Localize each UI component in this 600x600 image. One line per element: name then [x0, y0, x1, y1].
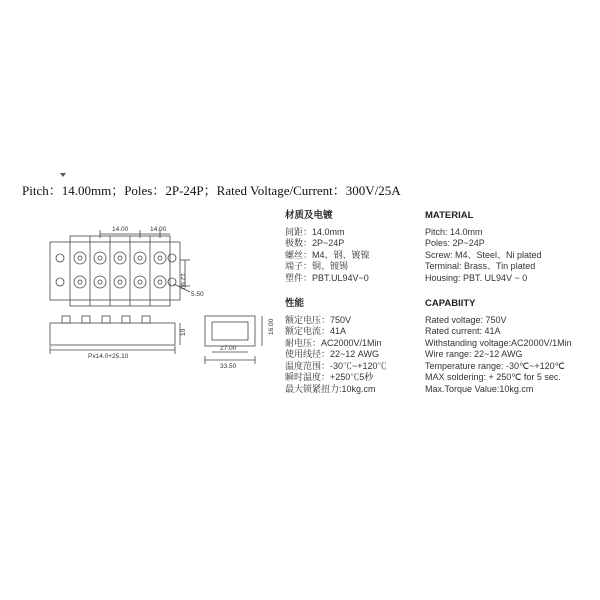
- dim-end-inner: 27.00: [220, 345, 237, 352]
- top-view: [50, 230, 190, 306]
- cn-performance-line: 耐电压：AC2000V/1Min: [285, 337, 382, 348]
- cn-material-line: 极数：2P~24P: [285, 238, 345, 248]
- en-capability-line: Withstanding voltage:AC2000V/1Min: [425, 337, 572, 348]
- product-caption: Pitch：14.00mm；Poles：2P-24P；Rated Voltage/Current：300V/25A: [22, 183, 401, 198]
- en-capability-line: Wire range: 22~12 AWG: [425, 349, 523, 359]
- dim-height: 12.90: [179, 273, 186, 290]
- technical-drawing: [40, 220, 280, 370]
- en-capability-line: Rated current: 41A: [425, 326, 501, 336]
- cursor-mark: [60, 173, 66, 177]
- cn-material-line: 间距：14.0mm: [285, 226, 345, 237]
- en-capability-line: MAX soldering: + 250℃ for 5 sec.: [425, 372, 561, 382]
- dim-side-height: 10: [180, 328, 187, 336]
- end-view: [205, 316, 262, 364]
- dim-length: Px14.0+25.10: [88, 353, 129, 360]
- en-capability-line: Rated voltage: 750V: [425, 314, 507, 325]
- en-capability-line: Temperature range: -30℃~+120℃: [425, 360, 565, 371]
- cn-performance-line: 最大锁紧扭力:10kg.cm: [285, 383, 376, 394]
- en-material-title: MATERIAL: [425, 210, 474, 221]
- en-capability-title: CAPABIITY: [425, 298, 476, 309]
- en-capability-line: Max.Torque Value:10kg.cm: [425, 383, 534, 394]
- dim-hole: 5.50: [191, 291, 204, 298]
- cn-performance-line: 瞬时温度：+250℃5秒: [285, 372, 374, 382]
- en-material-line: Screw: M4、Steel、Ni plated: [425, 249, 542, 260]
- dim-end-outer: 33.50: [220, 363, 237, 370]
- dim-pitch-1: 14.00: [112, 226, 129, 233]
- cn-material-title: 材质及电镀: [285, 210, 333, 221]
- en-material-line: Terminal: Brass、Tin plated: [425, 261, 536, 271]
- cn-performance-line: 温度范围：-30℃~+120℃: [285, 360, 387, 371]
- cn-material-line: 端子：铜、镀锡: [285, 261, 349, 271]
- cn-material-line: 螺丝：M4、钢、镀镍: [285, 249, 370, 260]
- cn-material-line: 塑件：PBT.UL94V~0: [285, 272, 369, 283]
- cn-performance-line: 使用线径：22~12 AWG: [285, 349, 379, 359]
- cn-performance-line: 额定电流：41A: [285, 326, 347, 336]
- cn-performance-line: 额定电压：750V: [285, 314, 352, 325]
- dim-pitch-2: 14.00: [150, 226, 167, 233]
- cn-performance-title: 性能: [285, 298, 305, 309]
- en-spec-column: [425, 210, 572, 395]
- en-material-line: Housing: PBT. UL94V ~ 0: [425, 272, 528, 283]
- dim-end-height: 16.00: [268, 318, 275, 335]
- side-view: [50, 316, 180, 354]
- cn-spec-column: [285, 210, 387, 395]
- en-material-line: Poles: 2P~24P: [425, 238, 485, 248]
- en-material-line: Pitch: 14.0mm: [425, 226, 483, 237]
